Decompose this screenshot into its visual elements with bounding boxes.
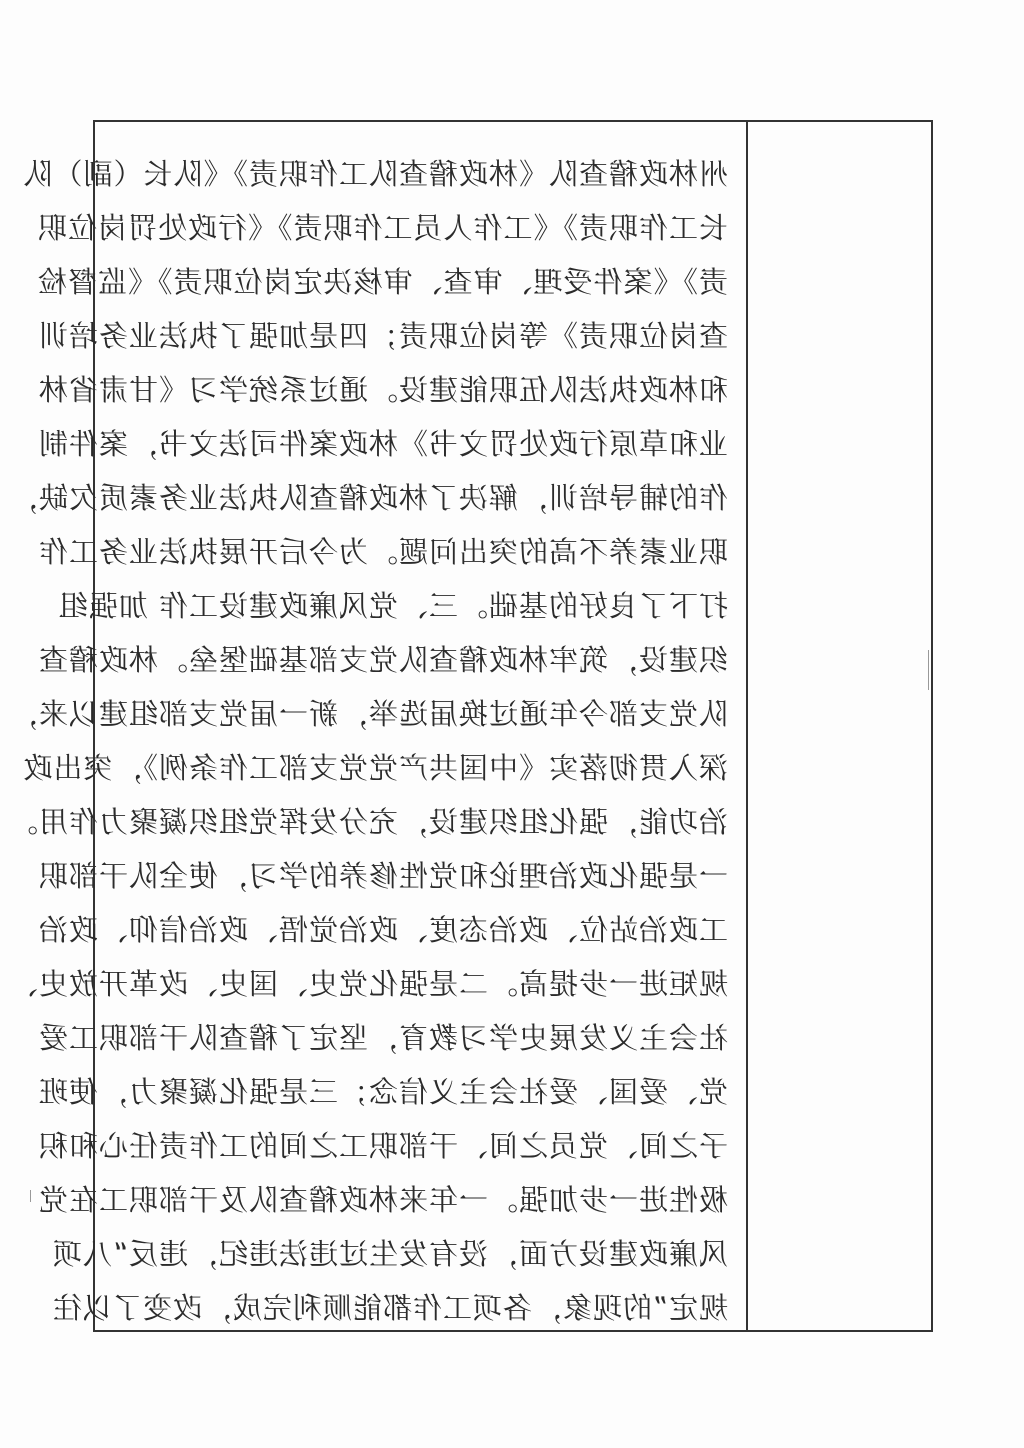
text-line: 子之间、党员之间、干部职工之间的工作责任心和积 (37, 1129, 728, 1163)
text-line: 业和草原行政处罚文书》林政案件司法文书，案件制 (37, 427, 728, 461)
text-line: 查岗位职责》等岗位职责；四是加强了执法业务培训 (37, 319, 728, 353)
text-line: 长工作职责》《工作人员工作职责》《行政处罚岗位职 (36, 211, 728, 245)
text-line: 队党支部今年通过换届选举，新一届党支部组建以来， (7, 697, 728, 731)
text-line: 社会主义发展史学习教育，坚定了稽查队干部职工爱 (37, 1021, 728, 1055)
text-line: 一是强化政治理论和党性修养的学习，使全队干部职 (37, 859, 728, 893)
column-divider (746, 120, 748, 1332)
text-line: 风廉政建设方面，没有发生过违法违纪，违反“八项 (51, 1237, 728, 1271)
scan-artifact-mark (30, 1190, 31, 1202)
text-line: 职业素养不高的突出问题。为今后开展执法业务工作 (37, 535, 728, 569)
text-line: 规定”的现象，各项工作都能顺利完成，改变了以往 (51, 1291, 728, 1325)
text-line: 治功能，强化组织建设，充分发挥党组织凝聚力作用。 (7, 805, 728, 839)
text-line: 打下了良好的基础。三、党风廉政建设工作 加强组 (57, 589, 728, 623)
text-line: 州林政稽查队《林政稽查队工作职责》《队长（副）队 (22, 157, 728, 191)
text-line: 作的辅导培训，解决了林政稽查队执法业务素质欠缺， (7, 481, 728, 515)
text-line: 织建设，筑牢林政稽查队党支部基础堡垒。林政稽查 (37, 643, 728, 677)
text-line: 深入贯彻落实《中国共产党党支部工作条例》，突出政 (22, 751, 728, 785)
text-line: 规矩进一步提高。二是强化党史、国史、改革开放史、 (7, 967, 728, 1001)
scan-artifact-mark (928, 650, 929, 690)
text-line: 工政治站位、政治态度、政治觉悟、政治信仰、政治 (37, 913, 728, 947)
text-line: 和林政执法队伍职能建设。通过系统学习《甘肃省林 (37, 373, 728, 407)
text-line: 极性进一步加强。一年来林政稽查队及干部职工在党 (37, 1183, 728, 1217)
text-line: 责》《案件受理、审查、审核决定岗位职责》《监督检 (36, 265, 728, 299)
text-line: 党、爱国、爱社会主义信念；三是强化凝聚力，使班 (37, 1075, 728, 1109)
handwritten-text-block (7, 120, 746, 1332)
